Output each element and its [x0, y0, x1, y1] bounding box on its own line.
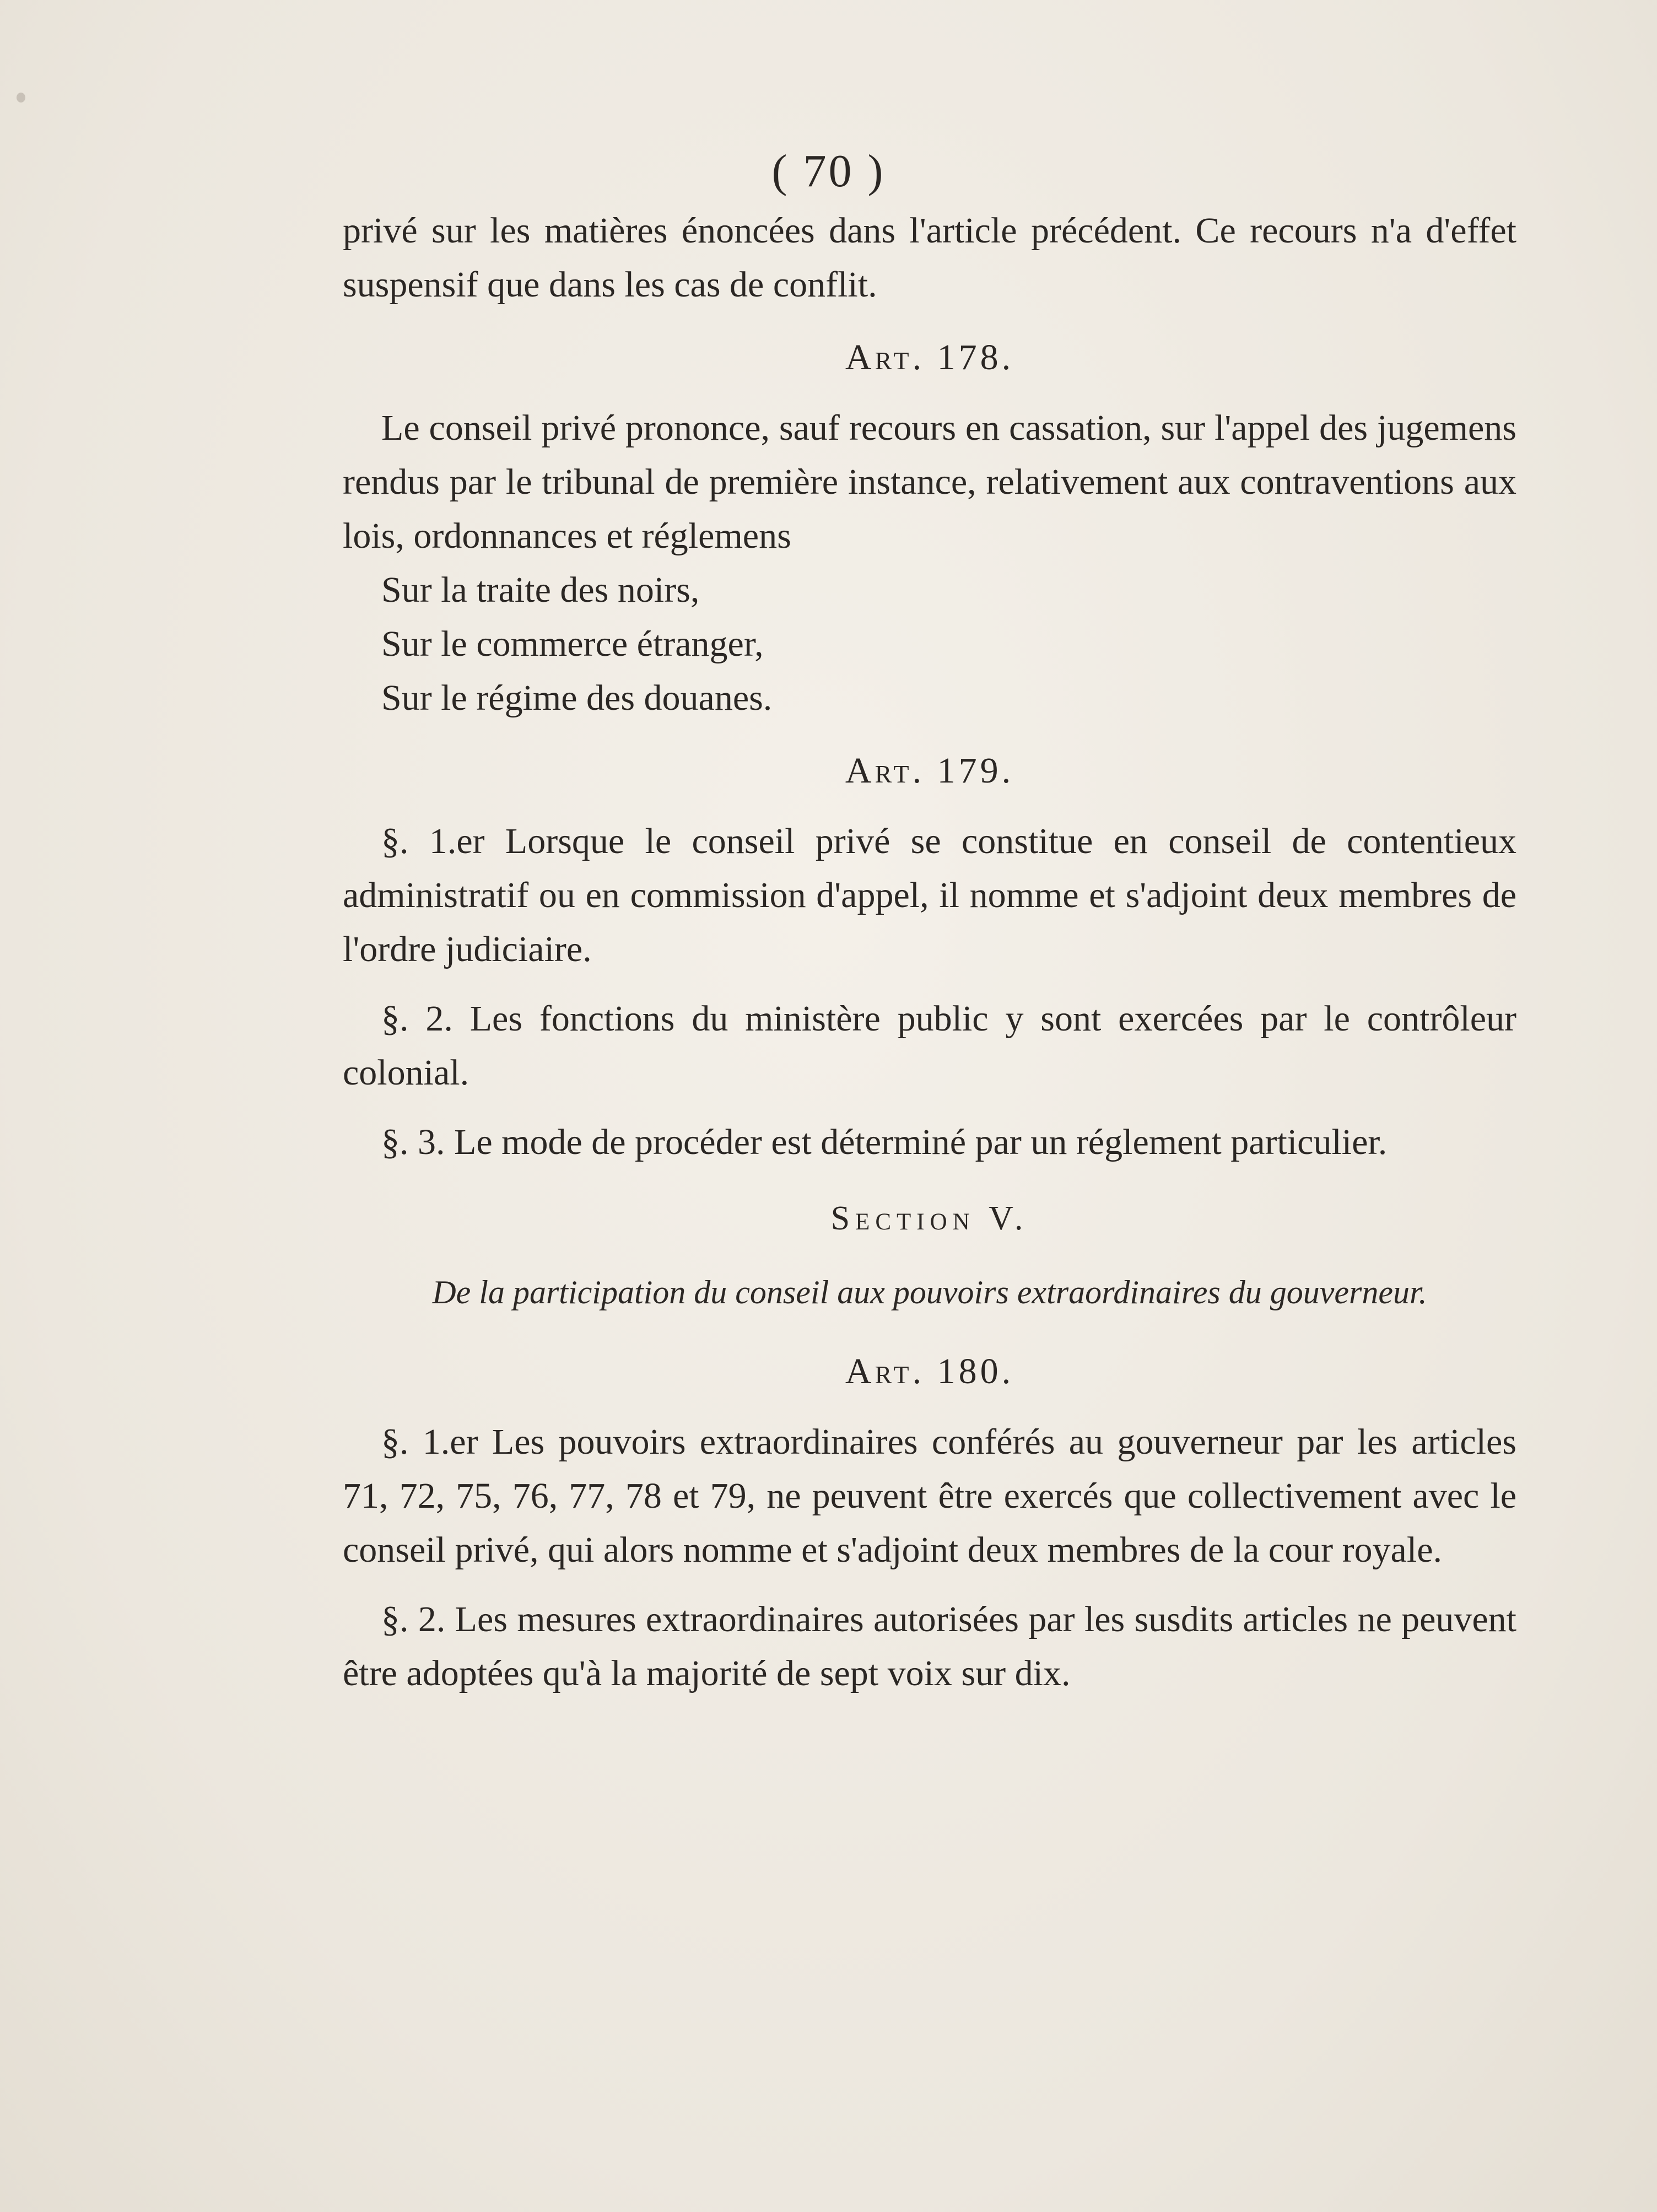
paragraph-179-2: §. 2. Les fonctions du ministère public y sont exercées par le contrôleur colonial.	[343, 999, 1516, 1093]
section-heading: Section V.	[830, 1200, 1029, 1237]
article-heading-178: Art. 178.	[845, 337, 1014, 377]
body-text	[343, 204, 1516, 1701]
list-item: Sur le commerce étranger,	[381, 624, 764, 664]
article-heading-180: Art. 180.	[845, 1351, 1014, 1391]
paragraph-continuation: privé sur les matières énoncées dans l'article précédent. Ce recours n'a d'effet suspensif que dans les cas de conflit.	[343, 211, 1516, 305]
list-item: Sur le régime des douanes.	[381, 678, 773, 718]
paragraph-179-1: §. 1.er Lorsque le conseil privé se constitue en conseil de contentieux administratif ou en commission d'appel, il nomme et s'adjoint deux membres de l'ordre judiciaire.	[343, 821, 1516, 969]
paragraph-180-1: §. 1.er Les pouvoirs extraordinaires conférés au gouverneur par les articles 71, 72, 75, 76, 77, 78 et 79, ne peuvent être exercés que collectivement avec le conseil privé, qui alors nomme et s'adjoint deux membres de la cour royale.	[343, 1422, 1516, 1570]
list-item: Sur la traite des noirs,	[381, 570, 700, 610]
page-number: ( 70 )	[771, 145, 886, 197]
paragraph-180-2: §. 2. Les mesures extraordinaires autorisées par les susdits articles ne peuvent être adoptées qu'à la majorité de sept voix sur dix.	[343, 1599, 1516, 1693]
paper-speck	[17, 93, 25, 102]
paragraph-art-178: Le conseil privé prononce, sauf recours en cassation, sur l'appel des jugemens rendus par le tribunal de première instance, relativement aux contraventions aux lois, ordonnances et réglemens	[343, 408, 1516, 556]
article-heading-179: Art. 179.	[845, 751, 1014, 791]
list-matters	[343, 563, 1516, 725]
section-subtitle: De la participation du conseil aux pouvoirs extraordinaires du gouverneur.	[432, 1274, 1427, 1310]
paragraph-179-3: §. 3. Le mode de procéder est déterminé par un réglement particulier.	[381, 1122, 1388, 1162]
